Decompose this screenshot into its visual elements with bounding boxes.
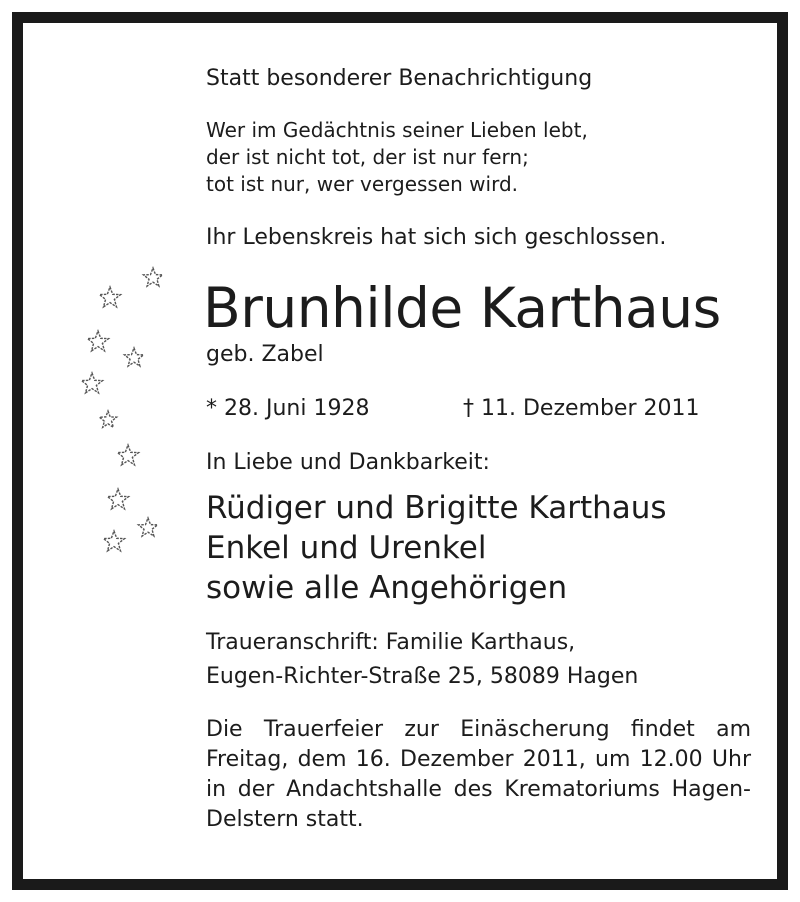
star-outline-icon	[139, 518, 158, 536]
star-outline-icon	[108, 489, 129, 509]
deceased-name: Brunhilde Karthaus	[203, 276, 721, 340]
star-outline-icon	[125, 348, 144, 366]
poem-line-1: Wer im Gedächtnis seiner Lieben lebt,	[206, 118, 588, 142]
star-outline-icon	[99, 411, 116, 427]
mourner-line-3: sowie alle Angehörigen	[206, 570, 568, 606]
death-date: † 11. Dezember 2011	[463, 396, 700, 421]
stars-decoration	[70, 260, 180, 570]
intro-line: Ihr Lebenskreis hat sich sich geschlossen.	[206, 225, 667, 250]
gratitude-line: In Liebe und Dankbarkeit:	[206, 450, 490, 475]
mourner-line-1: Rüdiger und Brigitte Karthaus	[206, 490, 667, 526]
poem-line-2: der ist nicht tot, der ist nur fern;	[206, 145, 529, 169]
address-line-2: Eugen-Richter-Straße 25, 58089 Hagen	[206, 664, 639, 689]
poem-line-3: tot ist nur, wer vergessen wird.	[206, 172, 519, 196]
star-outline-icon	[118, 445, 139, 465]
star-outline-icon	[144, 268, 163, 286]
birth-date: * 28. Juni 1928	[206, 396, 370, 421]
mourner-line-2: Enkel und Urenkel	[206, 530, 487, 566]
ceremony-text: Die Trauerfeier zur Einäscherung findet am Freitag, dem 16. Dezember 2011, um 12.00 Uhr in der Andachtshalle des Krematoriums Hagen-Delstern statt.	[206, 717, 751, 832]
notice-header: Statt besonderer Benachrichtigung	[206, 66, 593, 91]
star-outline-icon	[88, 331, 109, 351]
star-outline-icon	[82, 373, 103, 393]
maiden-name: geb. Zabel	[206, 342, 324, 367]
address-line-1: Traueranschrift: Familie Karthaus,	[206, 630, 576, 655]
star-outline-icon	[104, 531, 125, 551]
star-outline-icon	[100, 287, 121, 307]
